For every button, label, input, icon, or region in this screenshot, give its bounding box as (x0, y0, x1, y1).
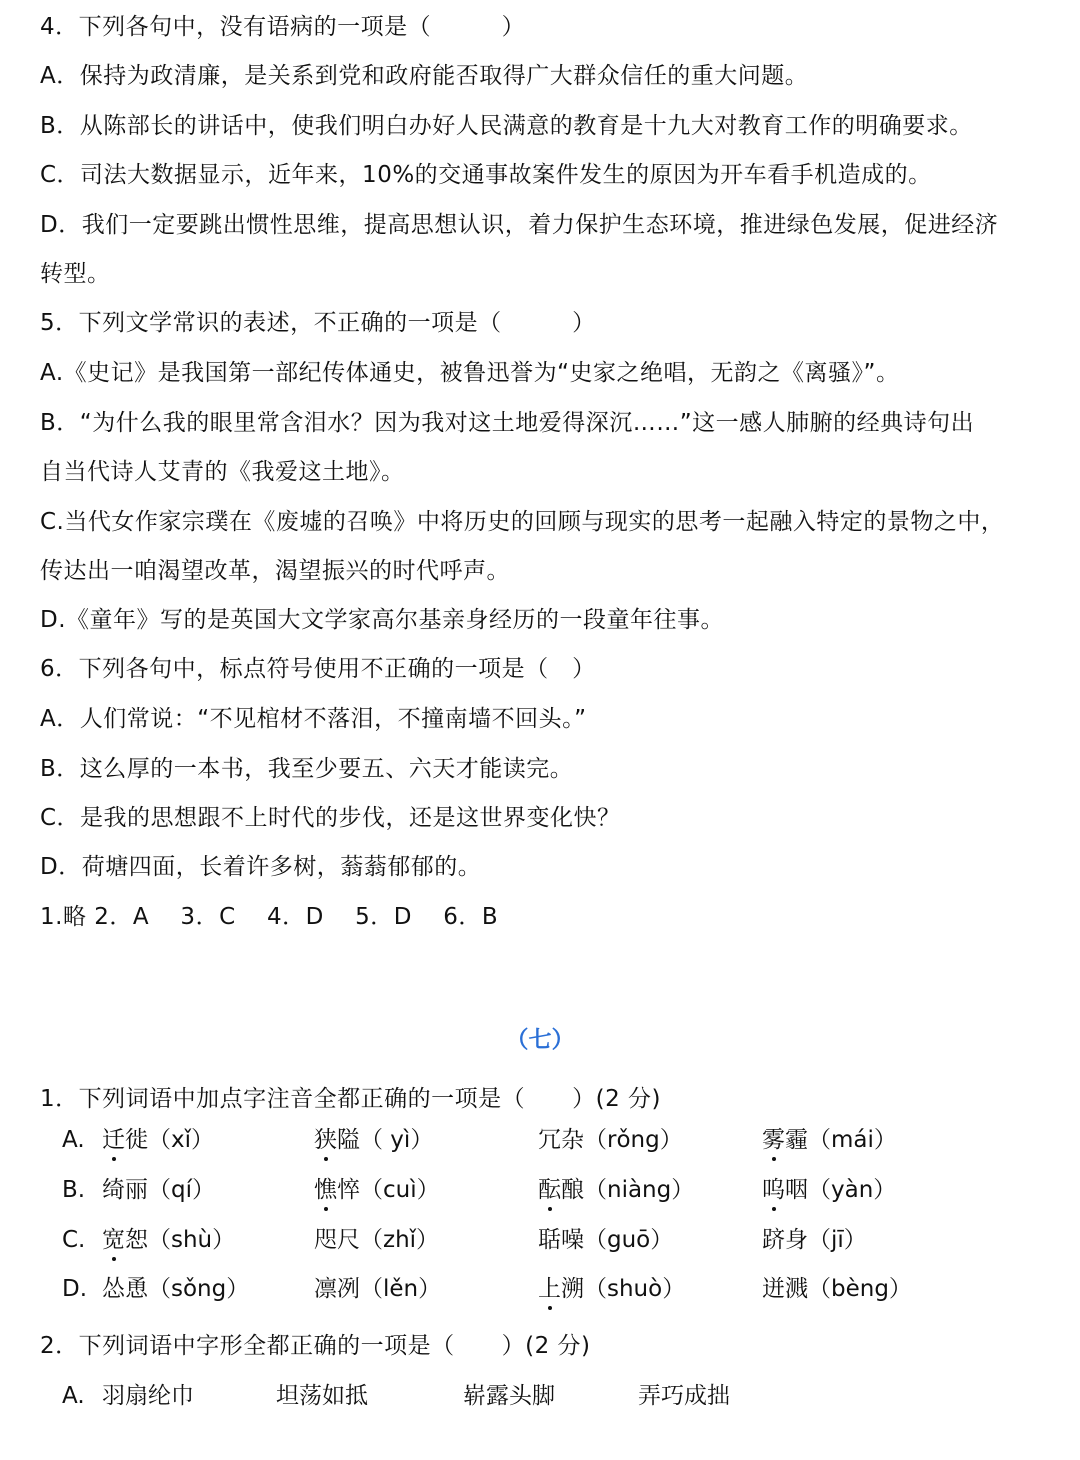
q6-option-b: B．这么厚的一本书，我至少要五、六天才能读完。 (40, 756, 574, 782)
q5-option-b-line1: B．“为什么我的眼里常含泪水？因为我对这土地爱得深沉……”这一感人肺腑的经典诗句出 (40, 410, 975, 436)
s7q2-option-label: A. (62, 1383, 85, 1409)
q6-option-a: A．人们常说：“不见棺材不落泪，不撞南墙不回头。” (40, 706, 587, 732)
s7q1-option-label: D. (62, 1276, 88, 1302)
word-char: 酝 (538, 1177, 561, 1203)
s7q2-word-3: 崭露头脚 (463, 1383, 555, 1409)
s7q1-word-cell (314, 1225, 439, 1255)
word-char: 怂 (102, 1276, 125, 1302)
word-char: 咽 (785, 1177, 808, 1203)
pinyin: （zhǐ） (360, 1227, 440, 1253)
word-char: 冽 (337, 1276, 360, 1302)
pinyin: （bèng） (808, 1276, 912, 1302)
word-char: 宽 (102, 1227, 125, 1253)
q5-stem: 5．下列文学常识的表述，不正确的一项是（ ） (40, 310, 596, 336)
pinyin: （shuò） (584, 1276, 686, 1302)
s7q1-word-cell (538, 1125, 683, 1155)
pinyin: （xǐ） (148, 1127, 215, 1153)
q5-option-c-line2: 传达出一咱渴望改革，渴望振兴的时代呼声。 (40, 558, 510, 584)
q5-option-a: A.《史记》是我国第一部纪传体通史，被鲁迅誉为“史家之绝唱，无韵之《离骚》”。 (40, 360, 900, 386)
pinyin: （lěn） (360, 1276, 442, 1302)
q4-option-c: C．司法大数据显示，近年来，10%的交通事故案件发生的原因为开车看手机造成的。 (40, 162, 932, 188)
q5-option-b-line2: 自当代诗人艾青的《我爱这土地》。 (40, 459, 405, 485)
q5-option-d: D.《童年》写的是英国大文学家高尔基亲身经历的一段童年往事。 (40, 607, 725, 633)
s7q1-word-cell (314, 1125, 433, 1155)
word-char: 尺 (337, 1227, 360, 1253)
word-char: 溯 (561, 1276, 584, 1302)
s7q1-word-cell (314, 1274, 441, 1304)
word-char: 上 (538, 1276, 561, 1302)
s7q1-stem: 1．下列词语中加点字注音全都正确的一项是（ ）(2 分) (40, 1086, 662, 1112)
pinyin: （guō） (584, 1227, 674, 1253)
pinyin: （qí） (148, 1177, 215, 1203)
word-char: 徙 (125, 1127, 148, 1153)
word-char: 溅 (785, 1276, 808, 1302)
q6-stem: 6．下列各句中，标点符号使用不正确的一项是（ ） (40, 656, 596, 682)
s7q1-option-label: A. (62, 1127, 85, 1153)
s7q2-word-4: 弄巧成拙 (638, 1383, 730, 1409)
s7q1-word-cell (762, 1274, 912, 1304)
s7q1-word-cell (102, 1125, 214, 1155)
word-char: 憔 (314, 1177, 337, 1203)
pinyin: （jī） (808, 1227, 867, 1253)
s7q1-option-label: C. (62, 1227, 86, 1253)
s7q1-option-label: B. (62, 1177, 86, 1203)
word-char: 噪 (561, 1227, 584, 1253)
word-char: 悴 (337, 1177, 360, 1203)
q4-option-d-line1: D．我们一定要跳出惯性思维，提高思想认识，着力保护生态环境，推进绿色发展，促进经济 (40, 212, 999, 238)
s7q1-word-cell (314, 1175, 440, 1205)
s7q1-word-cell (538, 1274, 685, 1304)
word-char: 凛 (314, 1276, 337, 1302)
word-char: 迁 (102, 1127, 125, 1153)
word-char: 酿 (561, 1177, 584, 1203)
word-char: 迸 (762, 1276, 785, 1302)
word-char: 绮丽 (102, 1177, 148, 1203)
word-char: 聒 (538, 1227, 561, 1253)
pinyin: （yàn） (808, 1177, 897, 1203)
word-char: 恕 (125, 1227, 148, 1253)
s7q1-word-cell (102, 1274, 249, 1304)
word-char: 身 (785, 1227, 808, 1253)
s7q2-stem: 2．下列词语中字形全都正确的一项是（ ）(2 分) (40, 1333, 591, 1359)
word-char: 杂 (561, 1127, 584, 1153)
s7q1-word-cell (102, 1225, 235, 1255)
word-char: 隘 (337, 1127, 360, 1153)
pinyin: （ yì） (360, 1127, 434, 1153)
s7q1-word-cell (762, 1175, 896, 1205)
q4-option-a: A．保持为政清廉，是关系到党和政府能否取得广大群众信任的重大问题。 (40, 63, 809, 89)
word-char: 狭 (314, 1127, 337, 1153)
s7q1-word-cell (538, 1175, 694, 1205)
s7q1-word-cell (762, 1125, 897, 1155)
word-char: 雾 (762, 1127, 785, 1153)
word-char: 咫 (314, 1227, 337, 1253)
q4-stem: 4．下列各句中，没有语病的一项是（ ） (40, 14, 526, 40)
pinyin: （mái） (808, 1127, 897, 1153)
word-char: 冗 (538, 1127, 561, 1153)
s7q2-word-1: 羽扇纶巾 (102, 1383, 194, 1409)
pinyin: （shù） (148, 1227, 236, 1253)
pinyin: （cuì） (360, 1177, 440, 1203)
q5-option-c-line1: C.当代女作家宗璞在《废墟的召唤》中将历史的回顾与现实的思考一起融入特定的景物之中， (40, 509, 1005, 535)
word-char: 恿 (125, 1276, 148, 1302)
word-char: 跻 (762, 1227, 785, 1253)
word-char: 霾 (785, 1127, 808, 1153)
s7q1-word-cell (102, 1175, 215, 1205)
word-char: 呜 (762, 1177, 785, 1203)
answer-key: 1.略 2．A 3．C 4．D 5．D 6．B (40, 904, 499, 930)
pinyin: （rǒng） (584, 1127, 683, 1153)
s7q1-word-cell (762, 1225, 867, 1255)
s7q1-word-cell (538, 1225, 673, 1255)
q6-option-d: D．荷塘四面，长着许多树，蓊蓊郁郁的。 (40, 854, 482, 880)
q4-option-b: B．从陈部长的讲话中，使我们明白办好人民满意的教育是十九大对教育工作的明确要求。 (40, 113, 973, 139)
s7q2-word-2: 坦荡如抵 (276, 1383, 368, 1409)
q6-option-c: C．是我的思想跟不上时代的步伐，还是这世界变化快？ (40, 805, 621, 831)
pinyin: （niàng） (584, 1177, 695, 1203)
pinyin: （sǒng） (148, 1276, 250, 1302)
section-title: （七） (505, 1027, 575, 1053)
q4-option-d-line2: 转型。 (40, 261, 111, 287)
